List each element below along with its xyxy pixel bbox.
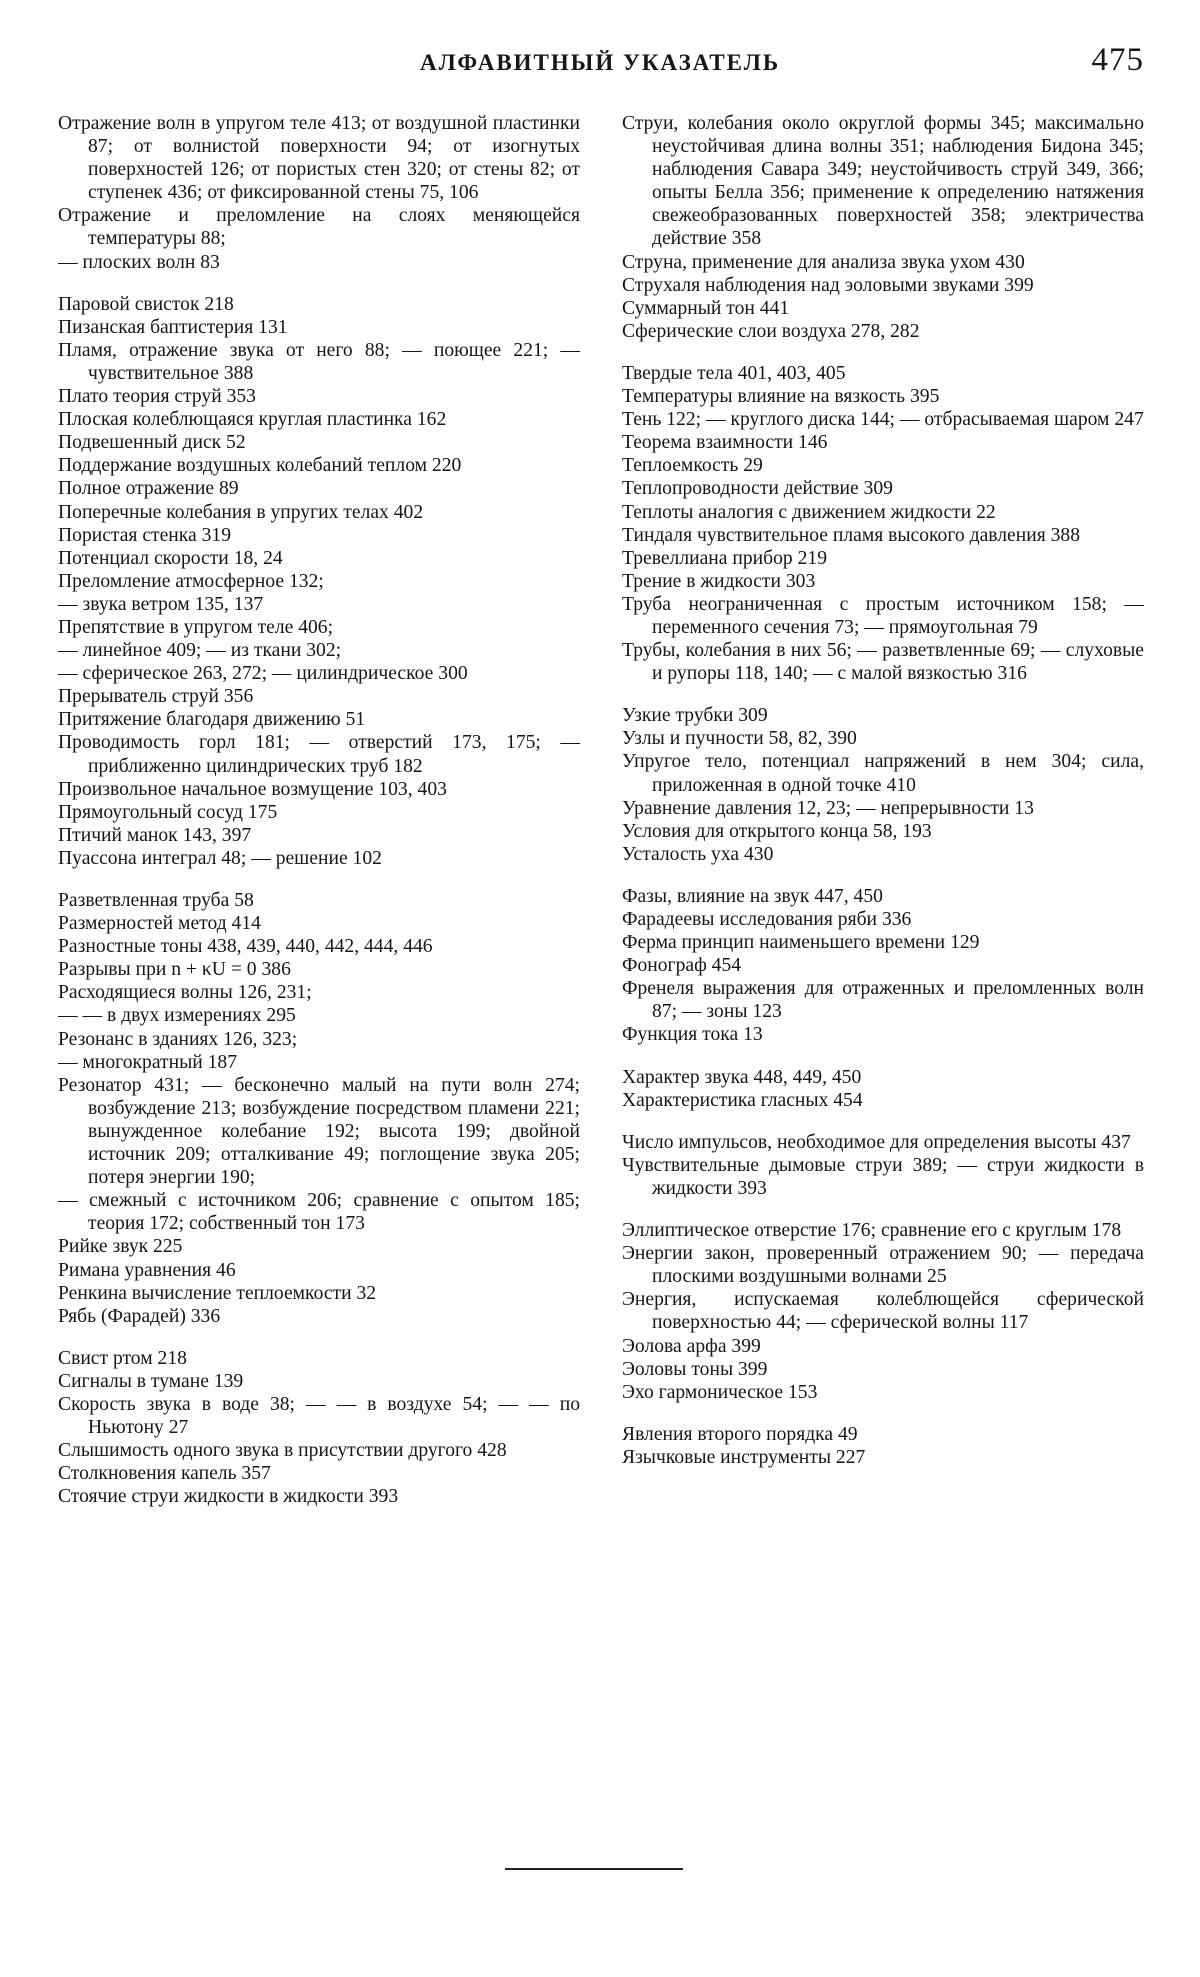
index-entry: Прерыватель струй 356 (58, 686, 254, 708)
index-entry: Фонограф 454 (622, 955, 742, 977)
page-header (56, 42, 1144, 86)
index-entry: Проводимость горл 181; — отверстий 173, 175; — приближенно цилиндрических труб 182 (58, 732, 580, 777)
index-entry: Полное отражение 89 (58, 478, 239, 500)
index-entry: Узкие трубки 309 (622, 705, 768, 727)
index-entry: Пизанская баптистерия 131 (58, 316, 288, 338)
index-entry: Суммарный тон 441 (622, 297, 790, 319)
letter-group (622, 1131, 1144, 1200)
index-entry: — плоских волн 83 (58, 251, 220, 273)
index-entry: Условия для открытого конца 58, 193 (622, 820, 932, 842)
index-entry: Разностные тоны 438, 439, 440, 442, 444, 446 (58, 936, 433, 958)
index-entry: Поддержание воздушных колебаний теплом 220 (58, 455, 462, 477)
index-entry: — сферическое 263, 272; — цилиндрическое 300 (58, 663, 468, 685)
index-entry: Притяжение благодаря движению 51 (58, 709, 366, 731)
index-entry: Чувствительные дымовые струи 389; — струи жидкости в жидкости 393 (622, 1154, 1144, 1199)
index-entry: — линейное 409; — из ткани 302; (58, 640, 342, 662)
index-entry: Твердые тела 401, 403, 405 (622, 362, 846, 384)
index-entry: Слышимость одного звука в присутствии другого 428 (58, 1440, 507, 1462)
index-entry: Температуры влияние на вязкость 395 (622, 386, 940, 408)
index-entry: Птичий манок 143, 397 (58, 824, 252, 846)
index-entry: Прямоугольный сосуд 175 (58, 801, 278, 823)
index-entry: Пористая стенка 319 (58, 524, 231, 546)
index-entry: Эолова арфа 399 (622, 1335, 761, 1357)
index-entry: Сигналы в тумане 139 (58, 1370, 244, 1392)
index-entry: — смежный с источником 206; сравнение с опытом 185; теория 172; собственный тон 173 (58, 1190, 580, 1235)
index-entry: Преломление атмосферное 132; (58, 570, 324, 592)
index-entry: Препятствие в упругом теле 406; (58, 616, 334, 638)
letter-group (622, 1423, 1144, 1469)
index-entry: — многократный 187 (58, 1051, 238, 1073)
letter-group (58, 1347, 580, 1509)
letter-group (58, 293, 580, 870)
letter-group (622, 885, 1144, 1047)
index-entry: Отражение и преломление на слоях меняющейся температуры 88; (58, 205, 580, 250)
index-entry: Функция тока 13 (622, 1024, 763, 1046)
index-entry: Сферические слои воздуха 278, 282 (622, 320, 920, 342)
index-entry: Энергия, испускаемая колеблющейся сферической поверхностью 44; — сферической волны 117 (622, 1289, 1144, 1334)
index-entry: Рийке звук 225 (58, 1236, 183, 1258)
index-entry: Тень 122; — круглого диска 144; — отбрасываемая шаром 247 (622, 409, 1144, 431)
index-entry: Размерностей метод 414 (58, 913, 261, 935)
index-entry: Фазы, влияние на звук 447, 450 (622, 885, 883, 907)
index-entry: Пуассона интеграл 48; — решение 102 (58, 847, 382, 869)
index-entry: Эллиптическое отверстие 176; сравнение его с круглым 178 (622, 1220, 1122, 1242)
index-entry: Пламя, отражение звука от него 88; — поющее 221; — чувствительное 388 (58, 339, 580, 384)
index-entry: Язычковые инструменты 227 (622, 1446, 866, 1468)
index-entry: Потенциал скорости 18, 24 (58, 547, 283, 569)
index-entry: — — в двух измерениях 295 (58, 1005, 296, 1027)
right-column (622, 112, 1144, 1488)
index-entry: Тиндаля чувствительное пламя высокого давления 388 (622, 524, 1081, 546)
index-entry: Ренкина вычисление теплоемкости 32 (58, 1282, 377, 1304)
index-entry: Число импульсов, необходимое для определения высоты 437 (622, 1131, 1131, 1153)
index-entry: Струна, применение для анализа звука ухом 430 (622, 251, 1025, 273)
index-entry: Характер звука 448, 449, 450 (622, 1066, 862, 1088)
index-entry: Разрывы при n + κU = 0 386 (58, 959, 291, 981)
index-entry: Струи, колебания около округлой формы 345; максимально неустойчивая длина волны 351; наблюдения Бидона 345; наблюдения Савара 349; неустойчивость струй 349, 366; опыты Белла 356; применение к определению натяжения свежеобразованных поверхностей 358; электричества действие 358 (622, 113, 1144, 250)
index-entry: — звука ветром 135, 137 (58, 593, 264, 615)
index-entry: Упругое тело, потенциал напряжений в нем 304; сила, приложенная в одной точке 410 (622, 751, 1144, 796)
index-entry: Стоячие струи жидкости в жидкости 393 (58, 1486, 399, 1508)
letter-group (58, 112, 580, 274)
index-entry: Струхаля наблюдения над эоловыми звуками 399 (622, 274, 1034, 296)
left-column (58, 112, 580, 1527)
index-entry: Подвешенный диск 52 (58, 432, 246, 454)
index-entry: Усталость уха 430 (622, 843, 774, 865)
index-entry: Паровой свисток 218 (58, 293, 234, 315)
index-entry: Ферма принцип наименьшего времени 129 (622, 932, 980, 954)
index-entry: Расходящиеся волны 126, 231; (58, 982, 312, 1004)
running-title: АЛФАВИТНЫЙ УКАЗАТЕЛЬ (419, 50, 781, 75)
index-entry: Резонатор 431; — бесконечно малый на пути волн 274; возбуждение 213; возбуждение посредством пламени 221; вынужденное колебание 192; высота 199; двойной источник 209; отталкивание 49; поглощение звука 205; потеря энергии 190; (58, 1074, 580, 1189)
index-entry: Разветвленная труба 58 (58, 890, 254, 911)
index-entry: Произвольное начальное возмущение 103, 403 (58, 778, 447, 800)
index-entry: Свист ртом 218 (58, 1347, 187, 1369)
index-entry: Труба неограниченная с простым источником 158; — переменного сечения 73; — прямоугольная 79 (622, 593, 1144, 638)
index-entry: Столкновения капель 357 (58, 1463, 271, 1485)
end-rule (505, 1868, 683, 1870)
page-number: 475 (1091, 42, 1144, 78)
index-entry: Плоская колеблющаяся круглая пластинка 162 (58, 409, 447, 431)
index-entry: Римана уравнения 46 (58, 1259, 236, 1281)
index-entry: Уравнение давления 12, 23; — непрерывности 13 (622, 797, 1034, 819)
index-entry: Трубы, колебания в них 56; — разветвленные 69; — слуховые и рупоры 118, 140; — с малой вязкостью 316 (622, 640, 1144, 685)
index-entry: Теплоты аналогия с движением жидкости 22 (622, 501, 996, 523)
index-entry: Резонанс в зданиях 126, 323; (58, 1028, 298, 1050)
letter-group (622, 1066, 1144, 1112)
index-entry: Теплоемкость 29 (622, 455, 763, 477)
index-entry: Теорема взаимности 146 (622, 432, 828, 454)
letter-group (622, 362, 1144, 685)
index-entry: Фарадеевы исследования ряби 336 (622, 909, 912, 930)
index-entry: Узлы и пучности 58, 82, 390 (622, 728, 857, 750)
index-entry: Трение в жидкости 303 (622, 570, 816, 592)
index-entry: Теплопроводности действие 309 (622, 478, 893, 500)
index-entry: Рябь (Фарадей) 336 (58, 1305, 221, 1327)
letter-group (622, 704, 1144, 866)
index-entry: Плато теория струй 353 (58, 386, 256, 408)
index-entry: Отражение волн в упругом теле 413; от воздушной пластинки 87; от волнистой поверхности 94; от изогнутых поверхностей 126; от пористых стен 320; от стены 82; от ступенек 436; от фиксированной стены 75, 106 (58, 113, 580, 204)
letter-group (622, 1219, 1144, 1404)
index-entry: Эхо гармоническое 153 (622, 1381, 818, 1403)
index-entry: Эоловы тоны 399 (622, 1358, 768, 1380)
index-entry: Тревеллиана прибор 219 (622, 547, 827, 569)
letter-group (622, 112, 1144, 343)
index-entry: Характеристика гласных 454 (622, 1089, 863, 1111)
index-entry: Поперечные колебания в упругих телах 402 (58, 501, 424, 523)
index-entry: Скорость звука в воде 38; — — в воздухе 54; — — по Ньютону 27 (58, 1393, 580, 1439)
index-entry: Явления второго порядка 49 (622, 1423, 858, 1445)
letter-group (58, 889, 580, 1328)
index-entry: Энергии закон, проверенный отражением 90; — передача плоскими воздушными волнами 25 (622, 1243, 1144, 1288)
index-entry: Френеля выражения для отраженных и преломленных волн 87; — зоны 123 (622, 978, 1144, 1023)
